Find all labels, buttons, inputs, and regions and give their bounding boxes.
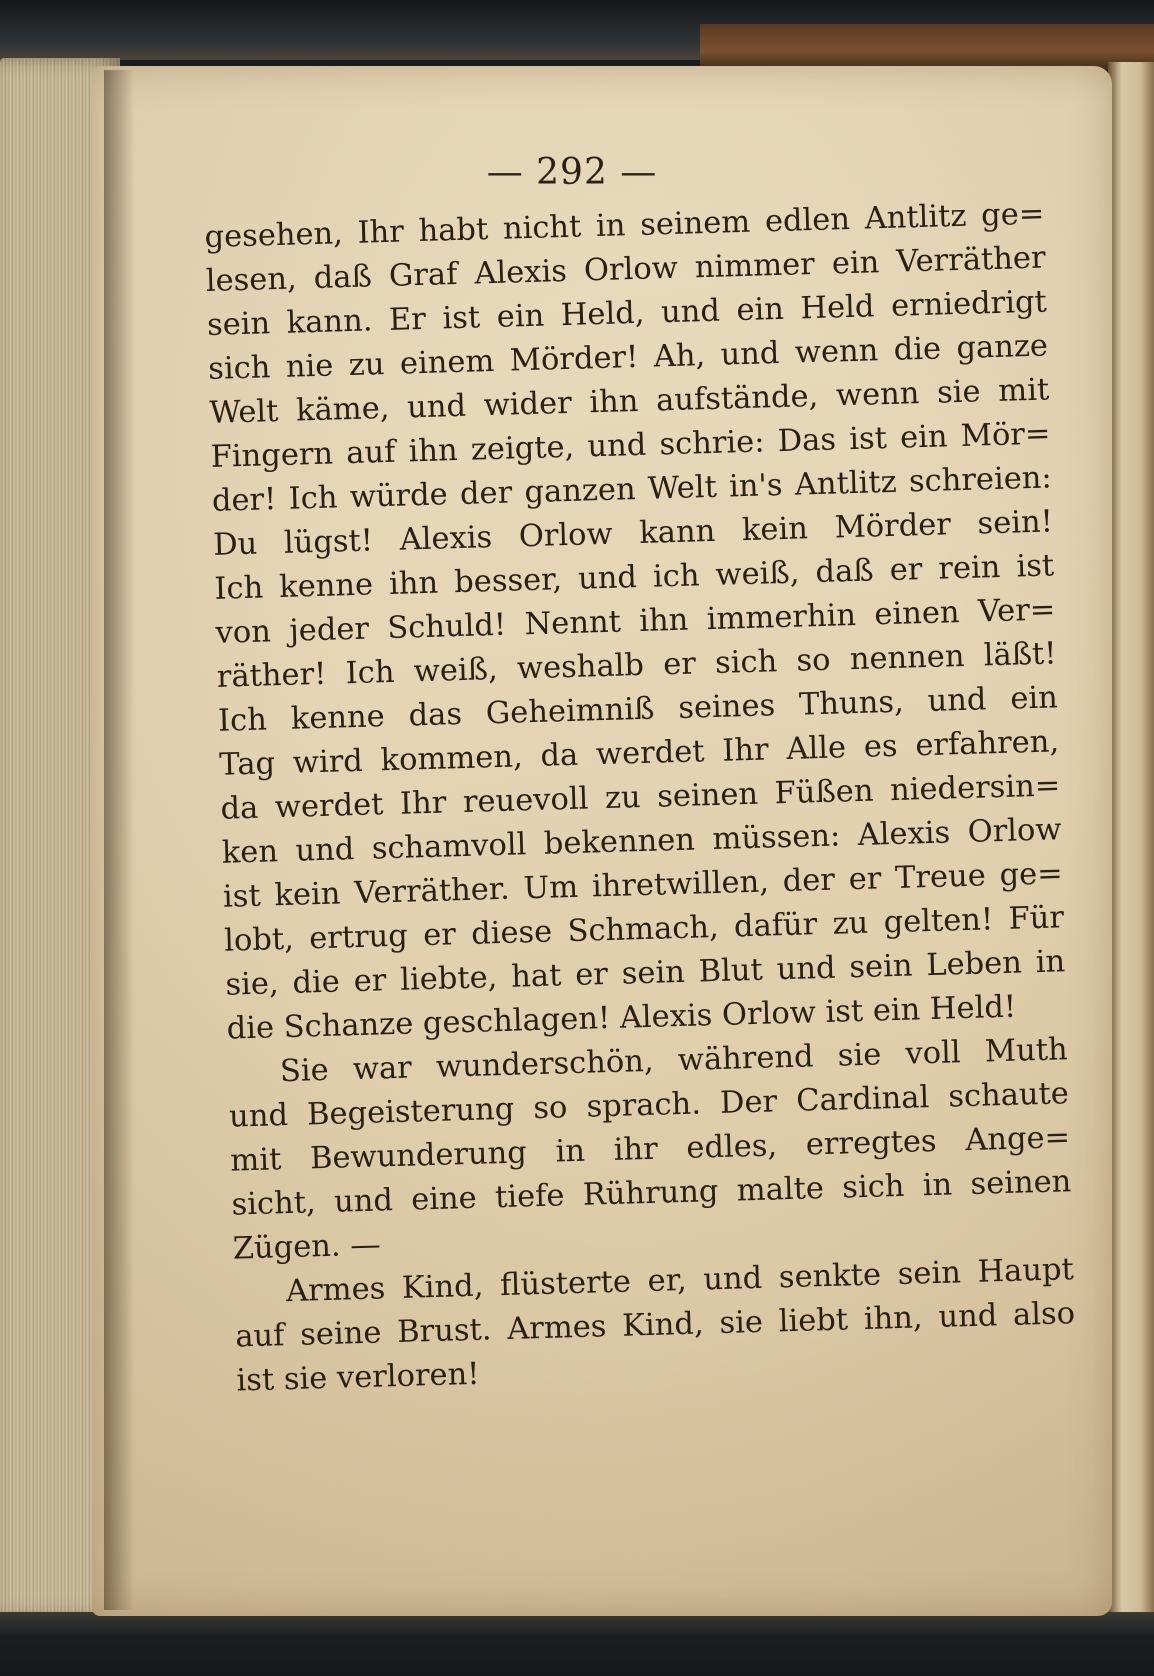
text-line: Zügen. — [232, 1227, 382, 1267]
text-line: räther! Ich weiß, weshalb er sich so nennen läßt! [216, 636, 1058, 695]
text-line: und Begeisterung so sprach. Der Cardinal schaute [228, 1076, 1070, 1135]
text-line: Ich kenne ihn besser, und ich weiß, daß er rein ist [213, 548, 1055, 607]
text-line: ist sie verloren! [236, 1356, 480, 1399]
book-page [92, 66, 1112, 1616]
text-line: Fingern auf ihn zeigte, und schrie: Das ist ein Mör= [210, 416, 1051, 475]
text-line: ken und schamvoll bekennen müssen: Alexis Orlow [221, 812, 1062, 871]
book-cover-bottom [0, 1612, 1154, 1676]
text-line: gesehen, Ihr habt nicht in seinem edlen Antlitz ge= [204, 196, 1045, 255]
text-line: Sie war wunderschön, während sie voll Muth [279, 1032, 1069, 1090]
text-line: sich nie zu einem Mörder! Ah, und wenn die ganze [207, 328, 1049, 387]
page-number: — 292 — [486, 152, 658, 193]
text-line: mit Bewunderung in ihr edles, erregtes Ange= [229, 1120, 1071, 1179]
text-line: Welt käme, und wider ihn aufstände, wenn sie mit [209, 372, 1050, 431]
text-line: sicht, und eine tiefe Rührung malte sich in seinen [231, 1164, 1072, 1223]
gutter-shadow [104, 70, 134, 1610]
text-line: sein kann. Er ist ein Held, und ein Held erniedrigt [206, 284, 1048, 343]
text-line: ist kein Verräther. Um ihretwillen, der er Treue ge= [222, 856, 1064, 915]
text-line: da werdet Ihr reuevoll zu seinen Füßen niedersin= [220, 768, 1061, 827]
text-line: die Schanze geschlagen! Alexis Orlow ist ein Held! [226, 989, 1017, 1047]
text-line: Ich kenne das Geheimniß seines Thuns, und ein [217, 680, 1059, 739]
text-line: lesen, daß Graf Alexis Orlow nimmer ein Verräther [205, 240, 1046, 299]
text-line: Du lügst! Alexis Orlow kann kein Mörder sein! [212, 504, 1054, 563]
text-line: sie, die er liebte, hat er sein Blut und sein Leben in [224, 944, 1066, 1003]
facing-page-edge [1108, 62, 1154, 1622]
book-spine-leather [700, 24, 1154, 70]
page-body-text [204, 193, 1077, 1404]
text-line: von jeder Schuld! Nennt ihn immerhin einen Ver= [215, 592, 1056, 651]
text-line: lobt, ertrug er diese Schmach, dafür zu gelten! Für [223, 900, 1065, 959]
text-line: auf seine Brust. Armes Kind, sie liebt ihn, und also [234, 1296, 1076, 1355]
text-line: der! Ich würde der ganzen Welt in's Antlitz schreien: [211, 460, 1053, 519]
text-line: Armes Kind, flüsterte er, und senkte sein Haupt [285, 1252, 1075, 1310]
text-line: Tag wird kommen, da werdet Ihr Alle es erfahren, [218, 724, 1060, 783]
